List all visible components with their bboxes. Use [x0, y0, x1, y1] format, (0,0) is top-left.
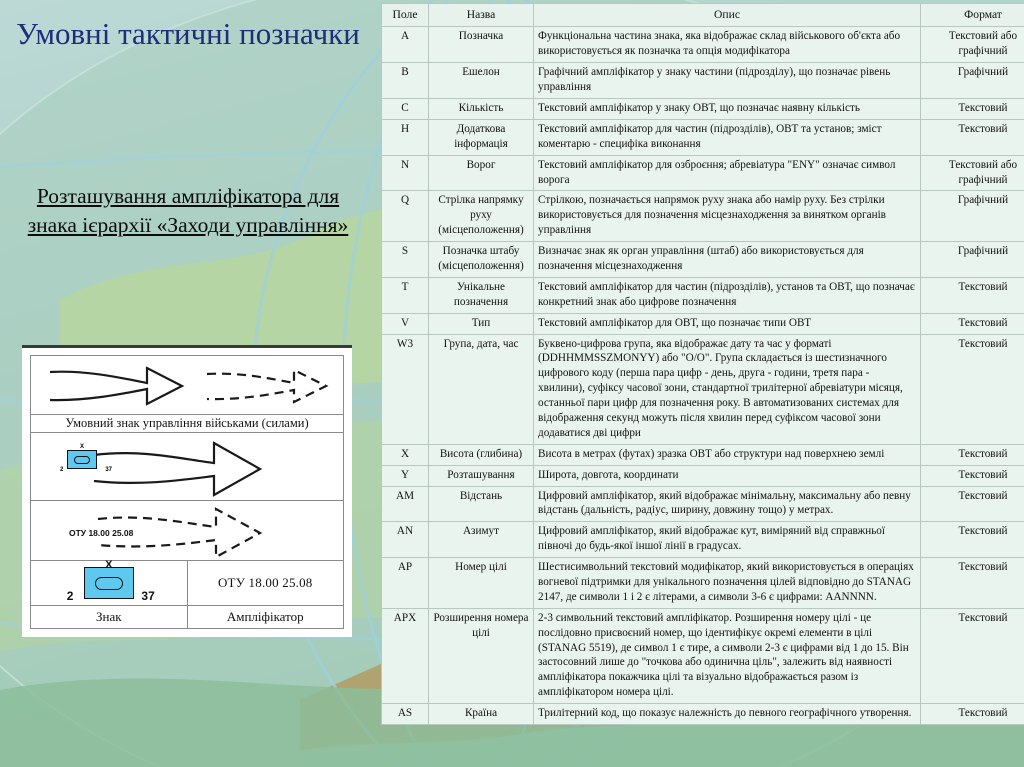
- cell-field: AS: [382, 704, 429, 725]
- column-header-description: Опис: [534, 4, 921, 27]
- cell-description: Широта, довгота, координати: [534, 465, 921, 486]
- cell-name: Азимут: [429, 522, 534, 558]
- cell-description: Текстовий ампліфікатор для частин (підрозділів), ОВТ та установ; зміст коментарю - специфіка виконання: [534, 119, 921, 155]
- cell-format: Текстовий: [921, 119, 1024, 155]
- column-header-field: Поле: [382, 4, 429, 27]
- table-header-row: [382, 4, 1024, 27]
- cell-field: T: [382, 277, 429, 313]
- cell-format: Текстовий: [921, 608, 1024, 703]
- cell-name: Тип: [429, 313, 534, 334]
- cell-format: Текстовий: [921, 486, 1024, 522]
- left-panel: [0, 0, 375, 767]
- cell-format: Текстовий: [921, 444, 1024, 465]
- cell-description: Текстовий ампліфікатор для озброєння; абревіатура "ENY" означає символ ворога: [534, 155, 921, 191]
- cell-description: Цифровий ампліфікатор, який відображає мінімальну, максимальну або певну відстань (дальність, радіус, ширину, довжину тощо) у метрах.: [534, 486, 921, 522]
- mini-symbol-right-label: 37: [105, 467, 112, 474]
- legend-symbol-column-label: Знак: [95, 609, 122, 625]
- cell-name: Група, дата, час: [429, 334, 534, 444]
- table-row: [382, 313, 1024, 334]
- table-head: [382, 4, 1024, 27]
- cell-field: H: [382, 119, 429, 155]
- cell-name: Стрілка напрямку руху (місцеположення): [429, 191, 534, 242]
- legend-symbol-top-label: X: [105, 559, 113, 572]
- cell-description: 2-3 символьний текстовий ампліфікатор. Розширення номеру цілі - це послідовно присвоєний номер, що ідентифікує окремі елементи в цілі (STANAG 5519), де символ 1 є тире, а символи 2-3 є цифрами від 1 до 15. Він застосовний лише до "точкова або одинична ціль", залежить від наявності ампліфікатора покажчика цілі та візуально відображається разом із ампліфікатором номера цілі.: [534, 608, 921, 703]
- table-row: [382, 155, 1024, 191]
- legend-symbol-label-cell: [31, 606, 188, 628]
- diagram-mini-symbol: [60, 444, 112, 474]
- cell-description: Текстовий ампліфікатор для ОВТ, що позначає типи ОВТ: [534, 313, 921, 334]
- column-header-format: Формат: [921, 4, 1024, 27]
- column-header-name: Назва: [429, 4, 534, 27]
- slide-subtitle: Розташування ампліфікатора для знака ієрархії «Заходи управління»: [27, 184, 349, 237]
- table-row: [382, 558, 1024, 609]
- mini-symbol-left-label: 2: [60, 467, 64, 474]
- cell-name: Країна: [429, 704, 534, 725]
- cell-field: AM: [382, 486, 429, 522]
- table-row: [382, 98, 1024, 119]
- cell-field: N: [382, 155, 429, 191]
- cell-format: Текстовий: [921, 522, 1024, 558]
- cell-format: Текстовий: [921, 277, 1024, 313]
- cell-description: Цифровий ампліфікатор, який відображає кут, виміряний від справжньої півночі до будь-якої іншої лінії в градусах.: [534, 522, 921, 558]
- diagram-legend-row: [31, 561, 343, 606]
- table-body: [382, 27, 1024, 725]
- cell-name: Розширення номера цілі: [429, 608, 534, 703]
- cell-name: Унікальне позначення: [429, 277, 534, 313]
- cell-description: Визначає знак як орган управління (штаб) або використовується для позначення місцезнаходження: [534, 242, 921, 278]
- table-row: [382, 486, 1024, 522]
- cell-description: Функціональна частина знака, яка відображає склад військового об'єкта або використовується як позначка та опція модифікатора: [534, 27, 921, 63]
- cell-field: S: [382, 242, 429, 278]
- table-row: [382, 27, 1024, 63]
- cell-format: Текстовий: [921, 465, 1024, 486]
- diagram-figure: [22, 345, 352, 637]
- cell-name: Розташування: [429, 465, 534, 486]
- table-row: [382, 63, 1024, 99]
- mini-symbol-top-label: X: [80, 444, 85, 451]
- legend-amplifier-label-cell: [188, 606, 344, 628]
- legend-amplifier-column-label: Ампліфікатор: [226, 609, 304, 625]
- cell-description: Трилітерний код, що показує належність до певного географічного утворення.: [534, 704, 921, 725]
- cell-field: Y: [382, 465, 429, 486]
- table-row: [382, 191, 1024, 242]
- cell-field: Q: [382, 191, 429, 242]
- arrow-symbols-svg: [31, 356, 343, 414]
- cell-description: Графічний ампліфікатор у знаку частини (підрозділу), що позначає рівень управління: [534, 63, 921, 99]
- legend-symbol: [61, 561, 157, 605]
- mini-symbol-box: [67, 450, 97, 469]
- table-row: [382, 242, 1024, 278]
- cell-description: Текстовий ампліфікатор у знаку ОВТ, що позначає наявну кількість: [534, 98, 921, 119]
- cell-format: Графічний: [921, 191, 1024, 242]
- cell-format: Текстовий: [921, 704, 1024, 725]
- cell-format: Графічний: [921, 242, 1024, 278]
- cell-name: Позначка: [429, 27, 534, 63]
- legend-symbol-cell: [31, 561, 188, 605]
- table-row: [382, 465, 1024, 486]
- amplifier-table-container: [381, 3, 1018, 725]
- cell-name: Висота (глибина): [429, 444, 534, 465]
- cell-field: APX: [382, 608, 429, 703]
- legend-symbol-box: [84, 567, 134, 599]
- cell-format: Текстовий: [921, 334, 1024, 444]
- diagram-label-row: [31, 606, 343, 628]
- cell-field: W3: [382, 334, 429, 444]
- cell-name: Ешелон: [429, 63, 534, 99]
- cell-format: Текстовий або графічний: [921, 155, 1024, 191]
- cell-field: V: [382, 313, 429, 334]
- table-row: [382, 119, 1024, 155]
- table-row: [382, 704, 1024, 725]
- cell-description: Шестисимвольний текстовий модифікатор, який використовується в операціях вогневої підтримки для унікального позначення цілей відповідно до STANAG 2147, де символи 1 і 2 є літерами, а символи 3-6 є цифрами: AANNNN.: [534, 558, 921, 609]
- amplifier-table: [381, 3, 1024, 725]
- legend-symbol-inner-shape: [95, 577, 123, 590]
- cell-description: Стрілкою, позначається напрямок руху знака або намір руху. Без стрілки використовується для позначення місцезнаходження за винятком органів управління: [534, 191, 921, 242]
- cell-description: Текстовий ампліфікатор для частин (підрозділів), установ та ОВТ, що позначає конкретний знак або цифрове позначення: [534, 277, 921, 313]
- table-row: [382, 277, 1024, 313]
- legend-symbol-left-label: 2: [66, 589, 74, 604]
- cell-name: Позначка штабу (місцеположення): [429, 242, 534, 278]
- diagram-inline-amplifier-text: ОТУ 18.00 25.08: [69, 528, 134, 539]
- cell-field: C: [382, 98, 429, 119]
- table-row: [382, 608, 1024, 703]
- cell-field: X: [382, 444, 429, 465]
- cell-format: Текстовий: [921, 558, 1024, 609]
- cell-field: AP: [382, 558, 429, 609]
- legend-amplifier-cell: [188, 561, 344, 605]
- diagram-symbol-row: [31, 356, 343, 415]
- mini-symbol-inner-shape: [74, 456, 90, 464]
- diagram-example-dashed: [31, 501, 343, 561]
- cell-format: Текстовий: [921, 98, 1024, 119]
- table-row: [382, 522, 1024, 558]
- cell-field: A: [382, 27, 429, 63]
- cell-description: Буквено-цифрова група, яка відображає дату та час у форматі (DDHHMMSSZMONYY) або "O/O". Група складається із шестизначного цифрового коду (перша пара цифр - день, друга - години, третя пара - хвилини), суфіксу часової зони, стандартної трилітерної абревіатури місяця, останньої пари цифр для позначення року. В автоматизованих системах для відображення секунд можуть після хвилин перед суфіксом часової зони додаватися дві цифри: [534, 334, 921, 444]
- cell-format: Графічний: [921, 63, 1024, 99]
- legend-symbol-right-label: 37: [141, 589, 155, 604]
- cell-name: Відстань: [429, 486, 534, 522]
- cell-name: Додаткова інформація: [429, 119, 534, 155]
- diagram-example-solid: [31, 433, 343, 501]
- cell-name: Ворог: [429, 155, 534, 191]
- legend-amplifier-value: ОТУ 18.00 25.08: [217, 575, 313, 591]
- table-row: [382, 444, 1024, 465]
- cell-field: AN: [382, 522, 429, 558]
- cell-field: B: [382, 63, 429, 99]
- diagram-inner: [30, 355, 344, 629]
- cell-name: Номер цілі: [429, 558, 534, 609]
- cell-name: Кількість: [429, 98, 534, 119]
- table-row: [382, 334, 1024, 444]
- cell-format: Текстовий: [921, 313, 1024, 334]
- cell-format: Текстовий або графічний: [921, 27, 1024, 63]
- diagram-caption: Умовний знак управління військами (силами): [31, 415, 343, 433]
- cell-description: Висота в метрах (футах) зразка ОВТ або структури над поверхнею землі: [534, 444, 921, 465]
- slide-title: Умовні тактичні позначки: [16, 16, 360, 51]
